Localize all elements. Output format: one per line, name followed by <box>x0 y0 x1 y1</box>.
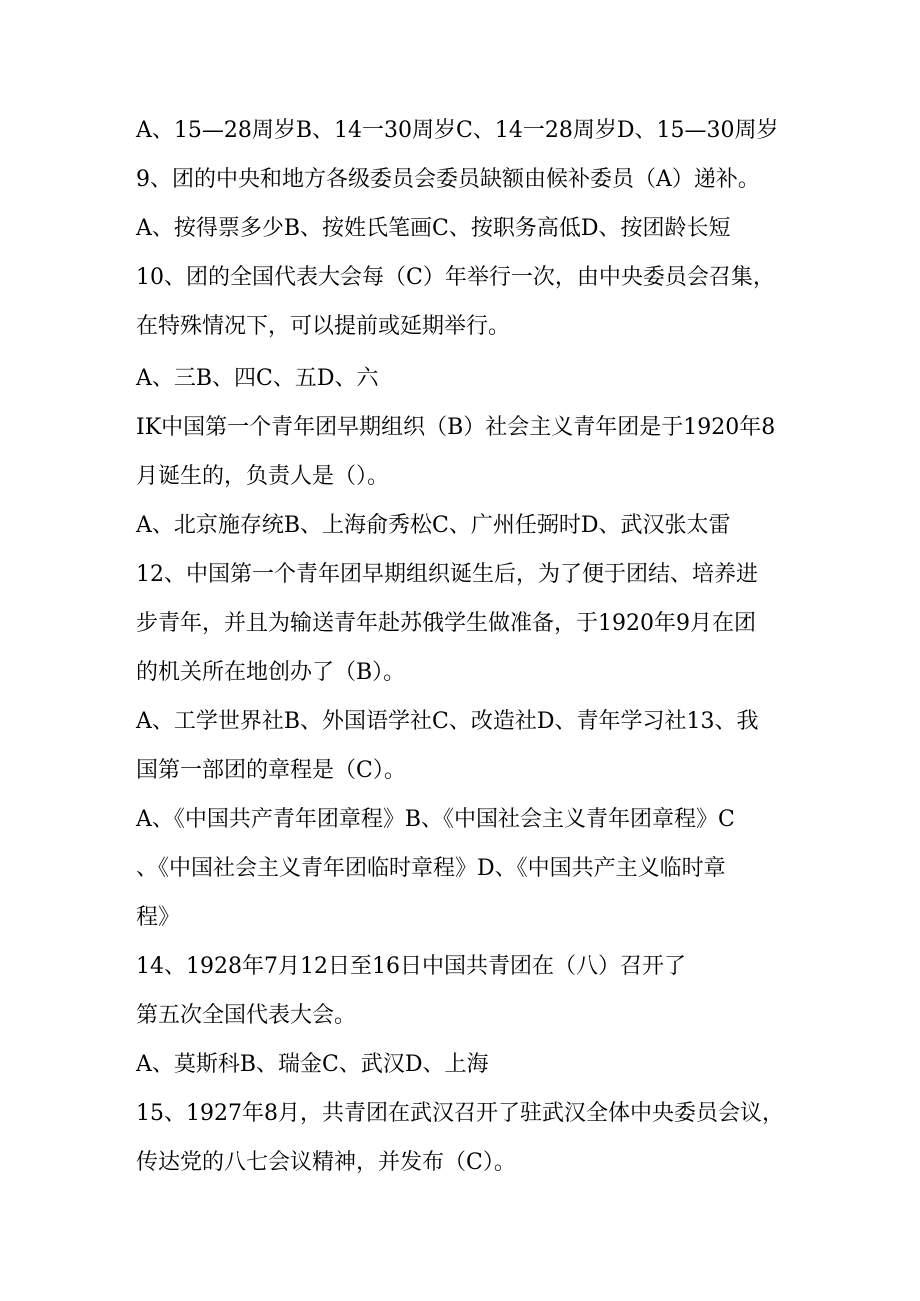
text-line-question-9: 9、团的中央和地方各级委员会委员缺额由候补委员（A）递补。 <box>136 167 760 192</box>
text-line-question-12-cont: 步青年，并且为输送青年赴苏俄学生做准备，于1920年9月在团 <box>136 611 756 636</box>
text-line-answer-options-13: A、《中国共产青年团章程》B、《中国社会主义青年团章程》C <box>136 807 735 832</box>
text-line-question-12-end: 的机关所在地创办了（B）。 <box>136 660 406 685</box>
text-line-answer-options-13-cont: 、《中国社会主义青年团临时章程》D、《中国共产主义临时章 <box>136 856 726 881</box>
text-line-question-10: 10、团的全国代表大会每（C）年举行一次，由中央委员会召集， <box>136 265 775 290</box>
text-line-question-15: 15、1927年8月，共青团在武汉召开了驻武汉全体中央委员会议， <box>136 1101 784 1126</box>
text-line-question-14: 14、1928年7月12日至16日中国共青团在（八）召开了 <box>136 954 686 979</box>
text-line-answer-options-10: A、三B、四C、五D、六 <box>136 366 379 391</box>
text-line-answer-options-13-end: 程》 <box>136 905 181 930</box>
text-line-question-10-cont: 在特殊情况下，可以提前或延期举行。 <box>136 314 511 339</box>
text-line-question-11: IK中国第一个青年团早期组织（B）社会主义青年团是于1920年8 <box>136 415 776 440</box>
text-line-question-15-cont: 传达党的八七会议精神，并发布（C）。 <box>136 1150 516 1175</box>
text-line-answer-options-11: A、北京施存统B、上海俞秀松C、广州任弼时D、武汉张太雷 <box>136 513 731 538</box>
text-line-question-11-cont: 月诞生的，负责人是（）。 <box>136 464 390 489</box>
text-line-answer-options-age: A、15—28周岁B、14一30周岁C、14一28周岁D、15—30周岁 <box>136 118 779 143</box>
text-line-answer-options-9: A、按得票多少B、按姓氏笔画C、按职务高低D、按团龄长短 <box>136 216 731 241</box>
text-line-question-12: 12、中国第一个青年团早期组织诞生后，为了便于团结、培养进 <box>136 562 758 587</box>
text-line-question-13: 国第一部团的章程是（C）。 <box>136 758 406 783</box>
text-line-answer-options-14: A、莫斯科B、瑞金C、武汉D、上海 <box>136 1052 489 1077</box>
text-line-question-14-cont: 第五次全国代表大会。 <box>136 1003 357 1028</box>
text-line-answer-options-12: A、工学世界社B、外国语学社C、改造社D、青年学习社13、我 <box>136 709 759 734</box>
